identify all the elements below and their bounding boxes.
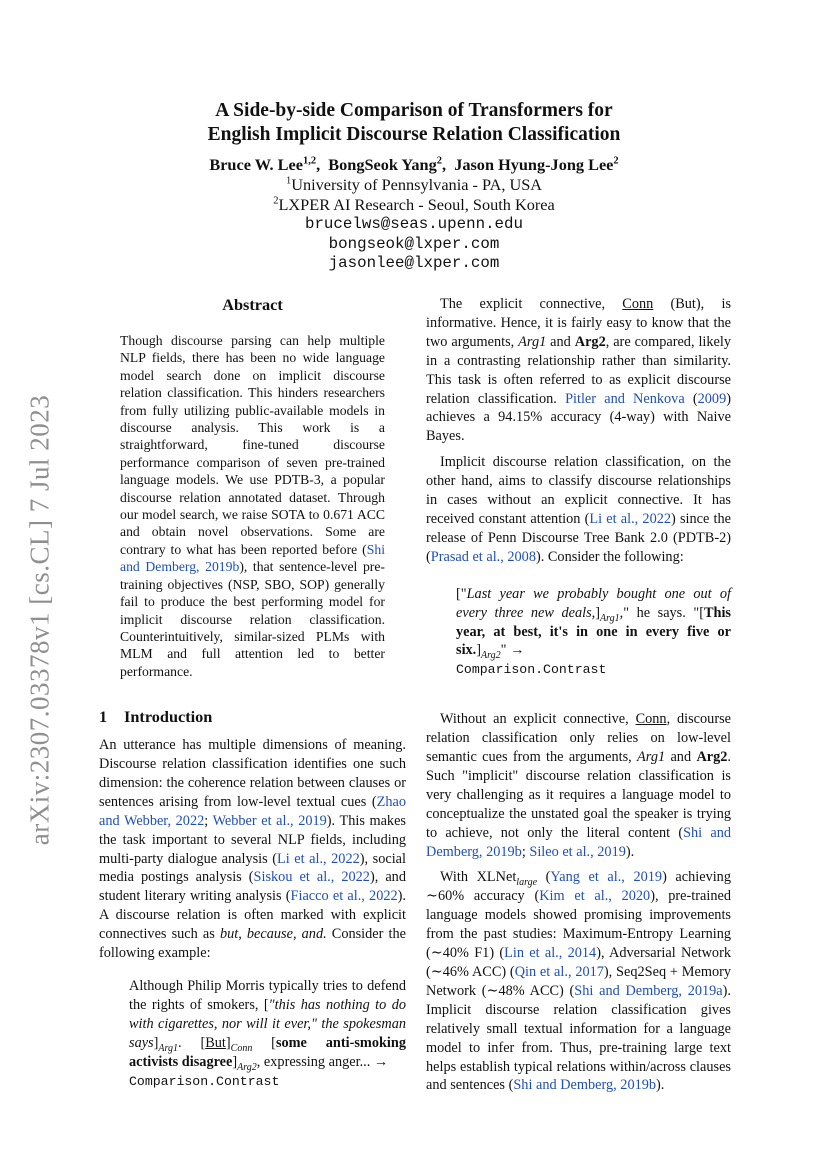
arg1-text: Arg1 — [637, 749, 666, 766]
example-text: , expressing anger... → — [256, 1053, 389, 1070]
abstract-text: ), that sentence-level pre-training objectives (NSP, SBO, SOP) generally fail to produce the best performing model for implicit discourse relation classification. Counterintuitively, similar-sized PLMs with MLM and full attention led to better performance. — [120, 559, 385, 679]
body-text: . Such "implicit" discourse relation classification is very challenging as it requires a language model to conceptualize the unstated goal the speaker is trying to achieve, not only the literal content ( — [426, 749, 731, 841]
model-subscript: large — [516, 877, 538, 889]
affil-mark: 2 — [273, 195, 279, 207]
arxiv-identifier: arXiv:2307.03378v1 [cs.CL] 7 Jul 2023 — [24, 394, 55, 846]
arg2-text: Arg2 — [574, 333, 606, 350]
affil-mark: 1 — [285, 175, 292, 187]
body-text: ) achieving ∼60% accuracy ( — [426, 869, 731, 905]
connective-text: Conn — [635, 711, 667, 728]
example-text: ] — [225, 1034, 231, 1051]
body-text: ). — [625, 843, 635, 860]
body-text: ), social media postings analysis ( — [99, 850, 406, 886]
author-affil-mark: 1,2 — [302, 155, 317, 167]
citation-link[interactable]: Li et al., 2022 — [589, 510, 672, 527]
body-text: ; — [521, 843, 530, 860]
example-explicit — [129, 977, 406, 1091]
body-text: ), Adversarial Network (∼46% ACC) ( — [426, 945, 731, 980]
body-text: ( — [684, 390, 698, 407]
section-title: Introduction — [124, 707, 213, 727]
arxiv-sidebar — [22, 380, 58, 860]
body-text: ), Seq2Seq + Memory Network (∼48% ACC) ( — [426, 964, 731, 999]
citation-link[interactable]: Pitler and Nenkova — [565, 390, 685, 407]
left-column — [99, 295, 406, 1091]
example-text: [" — [456, 585, 467, 602]
author-affil-mark: 2 — [613, 155, 619, 167]
email-link[interactable]: brucelws@seas.upenn.edu — [304, 215, 524, 233]
citation-link[interactable]: Shi and Demberg, 2019a — [574, 982, 723, 999]
body-text: An utterance has multiple dimensions of meaning. Discourse relation classification identifies one such dimension: the coherence relation between clauses or sentences arising from low-level textual cues ( — [99, 737, 406, 810]
author-affil-mark: 2 — [436, 155, 442, 167]
intro-paragraph — [99, 736, 406, 963]
example-text: . [ — [178, 1034, 206, 1051]
body-text: ). Implicit discourse relation classification gives relatively small textual information for a language model to infer from. Thus, pre-training large text helps establish typical relations within/across clauses and sentences ( — [426, 982, 731, 1094]
paper-title — [0, 99, 828, 147]
citation-link[interactable]: Zhao and Webber, 2022 — [99, 793, 406, 829]
abstract-body — [120, 332, 385, 680]
author-list: Bruce W. Lee$^{1,2}$, BongSeok Yang$^2$, Jason Hyung-Jong Lee$^2$ — [209, 155, 619, 174]
author-name: Jason Hyung-Jong Lee — [454, 155, 614, 174]
body-paragraph — [426, 868, 731, 1095]
example-text: Although Philip Morris typically tries to defend the rights of smokers, [ — [129, 978, 406, 1013]
email-link[interactable]: bongseok@lxper.com — [328, 234, 500, 253]
example-text: ] — [476, 642, 482, 659]
abstract-text: Though discourse parsing can help multiple NLP fields, there has been no wide language model search done on implicit discourse relation classification. This hinders researchers from fully utilizing public-available models in discourse analysis. This work is a straightforward, fine-tuned discourse performance comparison of seven pre-trained language models. We use PDTB-3, a popular discourse relation annotated dataset. Through our model search, we raise SOTA to 0.671 ACC and obtain novel observations. Some are contrary to what has been reported before ( — [120, 333, 385, 557]
right-column — [426, 295, 731, 1095]
body-text: ). A discourse relation is often marked with explicit connectives such as — [99, 888, 406, 943]
body-text: and — [546, 333, 575, 350]
connective-text: Conn — [622, 296, 654, 312]
affiliation — [0, 175, 828, 195]
body-text: ). Consider the following: — [535, 548, 684, 565]
title-line-1: A Side-by-side Comparison of Transformers for — [215, 100, 613, 121]
relation-label: Comparison.Contrast — [129, 1073, 280, 1089]
example-text: ] — [232, 1053, 238, 1070]
arg-subscript: Arg1 — [158, 1042, 179, 1054]
affiliation-text: University of Pennsylvania - PA, USA — [291, 175, 543, 194]
body-text: (But), is informative. Hence, it is fairly easy to know that the two arguments, — [426, 296, 732, 350]
body-text: ). This makes the task important to several NLP fields, including multi-party dialogue analysis ( — [99, 812, 406, 867]
affiliation — [0, 195, 828, 215]
arg1-text: Arg1 — [518, 333, 547, 350]
body-text: , discourse relation classification only relies on low-level semantic cues from the arguments, — [426, 711, 731, 766]
citation-link[interactable]: Shi and Demberg, 2019b — [120, 541, 385, 575]
example-quote: Last year we probably bought one out of every three new deals, — [456, 585, 731, 621]
citation-link[interactable]: Prasad et al., 2008 — [430, 548, 536, 565]
body-text: Consider the following example: — [99, 926, 406, 962]
body-paragraph — [426, 453, 731, 566]
connective-text: But — [205, 1034, 226, 1051]
conn-subscript: Conn — [230, 1042, 253, 1054]
arg-subscript: Arg2 — [481, 650, 501, 662]
citation-link[interactable]: Siskou et al., 2022 — [253, 869, 370, 886]
body-text: and — [665, 749, 697, 766]
body-text: ). — [656, 1077, 665, 1094]
arg-subscript: Arg2 — [237, 1061, 257, 1073]
example-text: " → — [500, 642, 525, 659]
section-heading — [99, 707, 406, 727]
example-text: ] — [153, 1034, 159, 1051]
abstract-heading: Abstract — [222, 295, 283, 314]
citation-link[interactable]: Fiacco et al., 2022 — [290, 888, 398, 905]
body-text: Without an explicit connective, — [440, 711, 636, 728]
relation-label: Comparison.Contrast — [456, 662, 607, 678]
email-link[interactable]: jasonlee@lxper.com — [328, 254, 500, 273]
section-number: 1 — [99, 707, 108, 727]
example-text: ," he says. "[ — [619, 604, 704, 621]
body-text: ( — [537, 869, 551, 886]
example-text: [ — [252, 1034, 276, 1051]
body-text: ) since the release of Penn Discourse Tree Bank 2.0 (PDTB-2) ( — [426, 510, 731, 565]
arg-subscript: Arg1 — [599, 612, 620, 624]
paper-header — [0, 99, 828, 274]
body-text: , are compared, likely in a contrasting relationship rather than similarity. This task is often referred to as explicit discourse relation classification. — [426, 333, 732, 407]
affiliation-text: LXPER AI Research - Seoul, South Korea — [278, 195, 555, 214]
body-text: ) achieves a 94.15% accuracy (4-way) with Naive Bayes. — [426, 390, 731, 445]
arg2-text: Arg2 — [696, 749, 728, 766]
citation-link[interactable]: Shi and Demberg, 2019b — [426, 824, 731, 860]
body-paragraph — [426, 295, 731, 446]
citation-link[interactable]: Lin et al., 2014 — [504, 945, 597, 962]
body-text: The explicit connective, — [440, 296, 623, 312]
citation-link[interactable]: Qin et al., 2017 — [514, 964, 604, 980]
citation-link[interactable]: Li et al., 2022 — [277, 850, 360, 867]
example-arg2: This year, at best, it's in one in every five or six. — [456, 604, 731, 659]
title-line-2: English Implicit Discourse Relation Classification — [207, 124, 621, 145]
citation-link[interactable]: Kim et al., 2020 — [539, 888, 651, 905]
body-text: Implicit discourse relation classification, on the other hand, aims to classify discourse relationships in cases without an explicit connective. It has received constant attention ( — [426, 454, 731, 527]
example-text: ] — [595, 604, 600, 621]
author-name: BongSeok Yang — [328, 155, 437, 174]
example-implicit — [456, 585, 731, 681]
body-text-italic: but, because, and. — [219, 926, 327, 943]
body-paragraph — [426, 710, 731, 861]
citation-link[interactable]: Webber et al., 2019 — [212, 812, 327, 829]
body-text: ; — [204, 812, 213, 829]
example-arg2: some anti-smoking activists disagree — [129, 1034, 406, 1070]
citation-link[interactable]: Yang et al., 2019 — [550, 869, 663, 886]
citation-link[interactable]: 2009 — [697, 390, 727, 407]
author-name: Bruce W. Lee — [209, 155, 303, 174]
body-text: With XLNet — [440, 869, 517, 886]
example-quote: "this has nothing to do with cigarettes, nor will it ever," the spokesman says — [129, 996, 406, 1051]
citation-link[interactable]: Sileo et al., 2019 — [529, 843, 626, 860]
body-text: ), and student literary writing analysis ( — [99, 869, 406, 905]
citation-link[interactable]: Shi and Demberg, 2019b — [513, 1077, 657, 1094]
body-text: ), pre-trained language models showed promising improvements from the past studies: Maximum-Entropy Learning (∼40% F1) ( — [426, 888, 731, 962]
